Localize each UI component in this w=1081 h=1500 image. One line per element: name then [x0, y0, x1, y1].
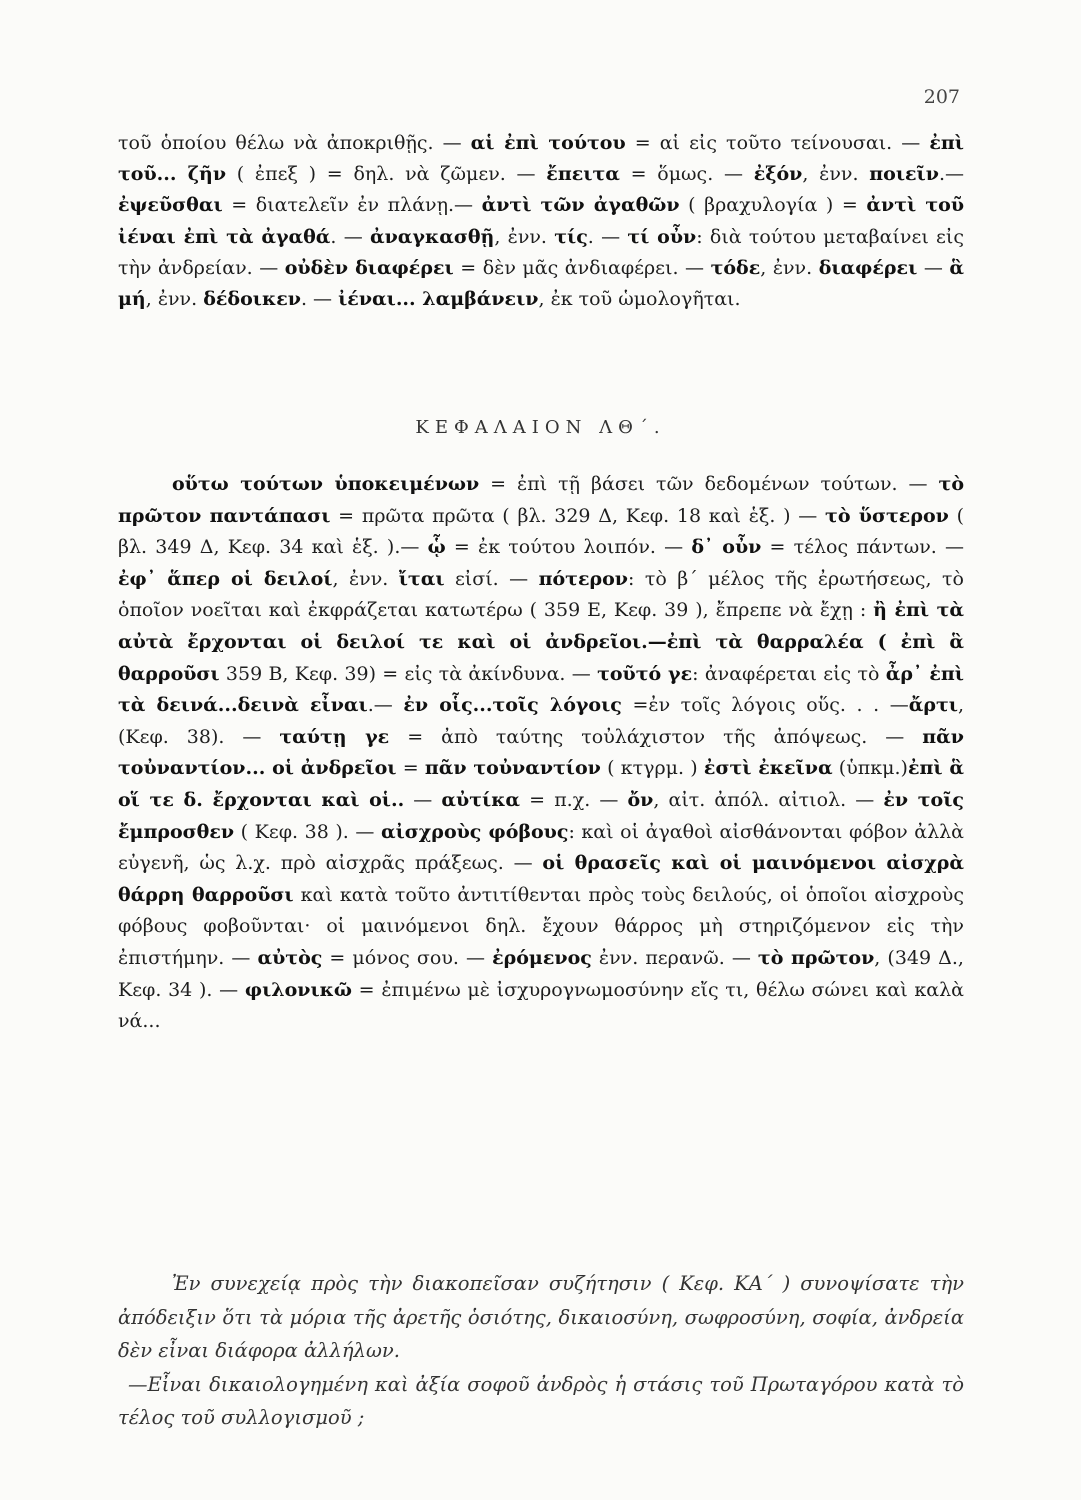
lemma-term: πᾶν τοὐναντίον... οἱ ἀνδρεῖοι [118, 725, 964, 780]
gloss-text: 359 Β, Κεφ. 39) = εἰς τὰ ἀκίνδυνα. — [219, 662, 598, 685]
lemma-term: ἴται [398, 567, 445, 590]
gloss-text: .— [938, 163, 964, 186]
lemma-term: πότερον [538, 567, 628, 590]
gloss-text: . — [300, 288, 339, 311]
gloss-text: : τὸ β΄ μέλος τῆς ἐρωτήσεως, τὸ ὁποῖον νοεῖται καὶ ἐκφράζεται κατωτέρω ( 359 Ε, Κεφ. 39 ), ἔπρεπε νὰ ἔχῃ : [118, 567, 964, 622]
gloss-text: , (349 Δ., Κεφ. 34 ). — [118, 946, 964, 1001]
gloss-text: , ἐκ τοῦ ὡμολογῆται. [538, 288, 741, 311]
gloss-text: , αἰτ. ἀπόλ. αἰτιολ. — [653, 788, 884, 811]
gloss-text: =ἐν τοῖς λόγοις οὕς. . . — [621, 694, 909, 717]
gloss-text: = μόνος σου. — [322, 946, 493, 969]
gloss-text: τοῦ ὁποίου θέλω νὰ ἀποκριθῇς. — [118, 132, 471, 154]
lemma-term: ἐρόμενος [492, 946, 592, 969]
lemma-term: ἢ ἐπὶ τὰ αὐτὰ ἔρχονται οἱ δειλοί τε καὶ οἱ ἀνδρεῖοι.—ἐπὶ τὰ θαρραλέα ( ἐπὶ ἃ θαρροῦσι [118, 599, 964, 685]
gloss-text: ( Κεφ. 38 ). — [234, 820, 381, 843]
lemma-term: πᾶν τοὐναντίον [424, 757, 601, 780]
lemma-term: τὸ πρῶτον παντάπασι [118, 473, 964, 527]
lemma-term: οἱ θρασεῖς καὶ οἱ μαινόμενοι αἰσχρὰ θάρρη θαρροῦσι [118, 852, 964, 906]
lemma-term: ἐπὶ τοῦ... ζῆν [118, 132, 964, 186]
lemma-term: ταύτῃ γε [279, 725, 390, 748]
lemma-term: τὸ πρῶτον [757, 946, 875, 969]
gloss-text: = διατελεῖν ἐν πλάνῃ.— [222, 194, 482, 217]
lemma-term: δ᾽ οὖν [691, 536, 762, 559]
gloss-text: = τέλος πάντων. — [761, 536, 964, 559]
lemma-term: τόδε [710, 256, 761, 279]
summary-questions [118, 1267, 964, 1435]
gloss-text: καὶ κατὰ τοῦτο ἀντιτίθενται πρὸς τοὺς δειλούς, οἱ ὁποῖοι αἰσχροὺς φόβους φοβοῦνται· οἱ μαινόμενοι δηλ. ἔχουν θάρρος μὴ στηριζόμενον εἰς τὴν ἐπιστήμην. — [118, 883, 964, 969]
gloss-text: , ἐνν. [332, 567, 399, 590]
lemma-term: τὸ ὕστερον [825, 504, 949, 527]
lemma-term: αἱ ἐπὶ τούτου [470, 132, 626, 154]
gloss-text: (ὑπκμ.) [832, 757, 908, 780]
lemma-term: ποιεῖν [869, 163, 939, 186]
gloss-text: ( βλ. 349 Δ, Κεφ. 34 καὶ ἑξ. ).— [118, 504, 964, 559]
gloss-text: = πρῶτα πρῶτα ( βλ. 329 Δ, Κεφ. 18 καὶ ἑξ. ) — [330, 504, 826, 527]
gloss-text: = ἐπιμένω μὲ ἰσχυρογνωμοσύνην εἴς τι, θέλω σώνει καὶ καλὰ νά... [118, 978, 964, 1033]
lemma-term: ᾧ [427, 536, 446, 559]
gloss-text: : διὰ τούτου μεταβαίνει εἰς τὴν ἀνδρείαν. — [118, 225, 964, 279]
gloss-text: : ἀναφέρεται εἰς τὸ [692, 662, 886, 685]
lemma-term: ἔπειτα [546, 163, 620, 186]
gloss-text: = ἐκ τούτου λοιπόν. — [445, 536, 692, 559]
summary-question-2: —Εἶναι δικαιολογημένη καὶ ἀξία σοφοῦ ἀνδρὸς ἡ στάσις τοῦ Πρωταγόρου κατὰ τὸ τέλος τοῦ συλλογισμοῦ ; [118, 1372, 964, 1429]
lemma-term: ἐφ᾽ ἅπερ οἱ δειλοί [118, 567, 333, 590]
gloss-text: , ἐνν. [494, 225, 555, 248]
gloss-text: = [396, 757, 425, 780]
lemma-term: ἃ μή [118, 256, 964, 311]
lemma-term: ἐν τοῖς ἔμπροσθεν [118, 788, 964, 843]
chapter-heading: ΚΕΦΑΛΑΙΟΝ ΛΘ΄. [415, 417, 666, 438]
lemma-term: ἰέναι... λαμβάνειν [338, 288, 539, 311]
lemma-term: ἐστὶ ἐκεῖνα [703, 757, 833, 780]
lemma-term: αὐτίκα [441, 788, 521, 811]
gloss-text: = ὅμως. — [619, 163, 754, 186]
commentary-block-1 [118, 128, 964, 315]
gloss-text: , ἐνν. [802, 163, 870, 186]
gloss-text: = δὲν μᾶς ἀνδιαφέρει. — [453, 256, 711, 279]
gloss-text: ἐνν. περανῶ. — [591, 946, 758, 969]
lemma-term: ἐξόν [753, 163, 803, 186]
lemma-term: ἐπὶ ἃ οἵ τε δ. ἔρχονται καὶ οἱ.. [118, 757, 965, 811]
lemma-term: τοῦτό γε [597, 662, 693, 685]
lemma-term: ἐν οἷς...τοῖς λόγοις [403, 694, 622, 717]
gloss-text: ( ἐπεξ ) = δηλ. νὰ ζῶμεν. — [226, 163, 547, 186]
lemma-term: οὕτω τούτων ὑποκειμένων [172, 473, 480, 495]
gloss-text: — [917, 256, 950, 279]
lemma-term: ἐψεῦσθαι [118, 194, 223, 217]
gloss-text: : καὶ οἱ ἀγαθοὶ αἰσθάνονται φόβον ἀλλὰ εὐγενῆ, ὡς λ.χ. πρὸ αἰσχρᾶς πράξεως. — [118, 820, 964, 875]
lemma-term: διαφέρει [818, 256, 918, 279]
gloss-text: ( βραχυλογία ) = [679, 194, 867, 217]
gloss-text: = ἐπὶ τῇ βάσει τῶν δεδομένων τούτων. — [479, 473, 939, 495]
gloss-text: . — [587, 225, 628, 248]
gloss-text: — [404, 788, 442, 811]
gloss-text: εἰσί. — [444, 567, 539, 590]
gloss-text: , ἐνν. [145, 288, 204, 311]
lemma-term: ἄρτι [908, 694, 958, 717]
lemma-term: αἰσχροὺς φόβους [380, 820, 569, 843]
page-number: 207 [923, 86, 960, 108]
gloss-text: , ἐνν. [760, 256, 819, 279]
gloss-text: . — [330, 225, 370, 248]
lemma-term: ἀντὶ τῶν ἀγαθῶν [481, 194, 680, 217]
gloss-text: ( κτγρμ. ) [600, 757, 704, 780]
gloss-text: = π.χ. — [520, 788, 628, 811]
lemma-term: δέδοικεν [203, 288, 301, 311]
lemma-term: ἀναγκασθῇ [369, 225, 495, 248]
lemma-term: τίς [554, 225, 588, 248]
lemma-term: αὐτὸς [257, 946, 323, 969]
lemma-term: φιλονικῶ [244, 978, 352, 1001]
summary-question-1: Ἐν συνεχείᾳ πρὸς τὴν διακοπεῖσαν συζήτησιν ( Κεφ. ΚΑ΄ ) συνοψίσατε τὴν ἀπόδειξιν ὅτι τὰ μόρια τῆς ἀρετῆς ὁσιότης, δικαιοσύνη, σωφροσύνη, σοφία, ἀνδρεία δὲν εἶναι διάφορα ἀλλήλων. [118, 1272, 964, 1362]
lemma-term: τί οὖν [627, 225, 697, 248]
gloss-text: = αἱ εἰς τοῦτο τείνουσαι. — [625, 132, 930, 154]
gloss-text: = ἀπὸ ταύτης τοὐλάχιστον τῆς ἀπόψεως. — [389, 725, 923, 748]
lemma-term: οὐδὲν διαφέρει [284, 256, 454, 279]
lemma-term: ὄν [627, 788, 654, 811]
gloss-text: , (Κεφ. 38). — [118, 694, 964, 748]
commentary-block-2 [118, 469, 964, 1038]
lemma-term: ἀντὶ τοῦ ἰέναι ἐπὶ τὰ ἀγαθά [118, 194, 965, 248]
gloss-text: .— [367, 694, 404, 717]
lemma-term: ἆρ᾽ ἐπὶ τὰ δεινά...δεινὰ εἶναι [118, 662, 965, 717]
